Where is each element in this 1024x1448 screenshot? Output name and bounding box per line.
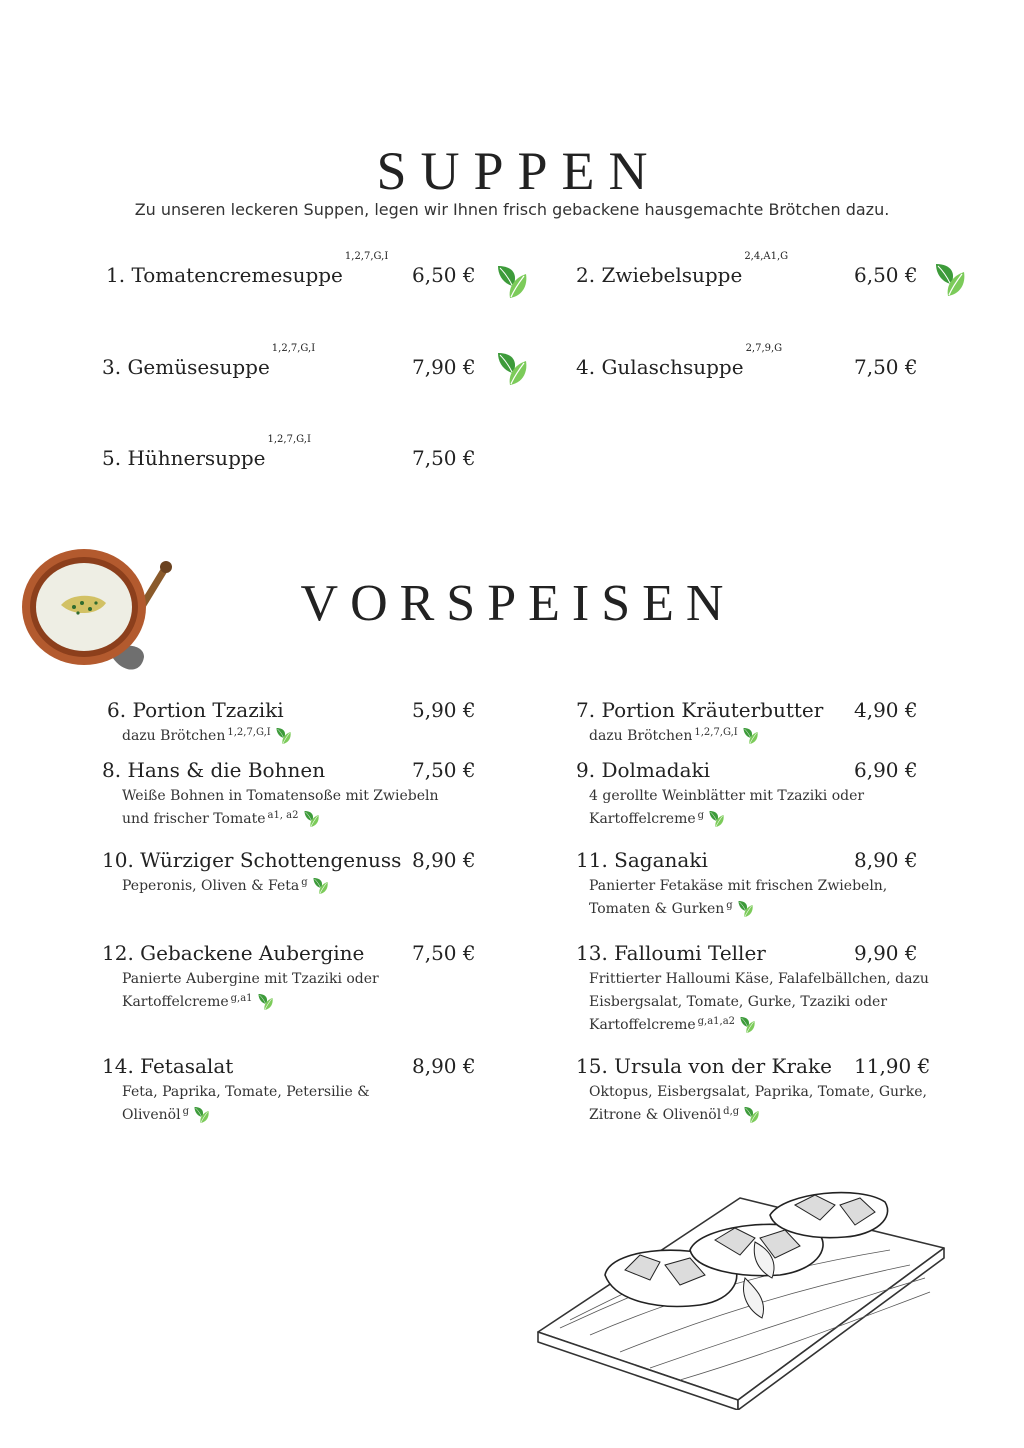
menu-item-name: 12. Gebackene Aubergine [102,941,365,965]
menu-item-description: Peperonis, Oliven & Feta $^g$ [122,875,462,898]
vegetarian-leaf-icon [496,351,530,387]
vegetarian-leaf-icon [312,877,330,895]
bruschetta-board-illustration [530,1180,950,1410]
menu-item-description: Oktopus, Eisbergsalat, Paprika, Tomate, Gurke, Zitrone & Olivenöl $^{d,g}$ [589,1084,927,1123]
menu-item-name: 13. Falloumi Teller [576,941,766,965]
menu-item-description: 4 gerollte Weinblätter mit Tzaziki oder Kartoffelcreme $^g$ [589,788,865,827]
menu-item-price: 7,50 € [854,355,918,379]
vegetarian-leaf-icon [496,264,530,300]
menu-item-price: 7,50 € [412,941,476,965]
vegetarian-leaf-icon [708,810,726,828]
menu-item-name: 11. Saganaki [576,848,708,872]
vegetarian-leaf-icon [742,727,760,745]
menu-item-name: 14. Fetasalat [102,1054,234,1078]
menu-item-name: 3. Gemüsesuppe$^{1,2,7,G,I}$ [102,343,316,379]
menu-item-name: 4. Gulaschsuppe$^{2,7,9,G}$ [576,343,783,379]
menu-item-description: dazu Brötchen $^{1,2,7,G,I}$ [589,725,929,748]
vegetarian-leaf-icon [743,1106,761,1124]
menu-item-description: dazu Brötchen $^{1,2,7,G,I}$ [122,725,462,748]
vegetarian-leaf-icon [303,810,321,828]
menu-item-price: 4,90 € [854,698,918,722]
vegetarian-leaf-icon [739,1016,757,1034]
menu-item-price: 8,90 € [854,848,918,872]
vegetarian-leaf-icon [275,727,293,745]
section-title-suppen: SUPPEN [376,141,662,201]
menu-item-price: 6,50 € [854,263,918,287]
menu-item-price: 7,50 € [412,758,476,782]
vegetarian-leaf-icon [193,1106,211,1124]
menu-item-price: 9,90 € [854,941,918,965]
menu-item-price: 8,90 € [412,1054,476,1078]
menu-item-price: 6,50 € [412,263,476,287]
menu-item-price: 11,90 € [854,1054,931,1078]
menu-item-description: Panierte Aubergine mit Tzaziki oder Kartoffelcreme $^{g,a1}$ [122,971,379,1010]
menu-item-name: 10. Würziger Schottengenuss [102,848,402,872]
menu-item-price: 8,90 € [412,848,476,872]
menu-item-price: 6,90 € [854,758,918,782]
menu-item-name: 6. Portion Tzaziki [107,698,284,722]
menu-item-name: 1. Tomatencremesuppe$^{1,2,7,G,I}$ [106,251,389,287]
menu-item-name: 2. Zwiebelsuppe$^{2,4,A1,G}$ [576,251,789,287]
menu-item-name: 5. Hühnersuppe$^{1,2,7,G,I}$ [102,434,311,470]
menu-item-price: 7,50 € [412,446,476,470]
menu-item-price: 7,90 € [412,355,476,379]
vegetarian-leaf-icon [737,900,755,918]
suppen-subtitle: Zu unseren leckeren Suppen, legen wir Ihnen frisch gebackene hausgemachte Brötchen dazu. [134,200,890,219]
menu-item-name: 8. Hans & die Bohnen [102,758,326,782]
menu-item-name: 15. Ursula von der Krake [576,1054,832,1078]
menu-item-name: 9. Dolmadaki [576,758,711,782]
menu-item-description: Panierter Fetakäse mit frischen Zwiebeln, Tomaten & Gurken $^g$ [589,878,888,917]
menu-item-price: 5,90 € [412,698,476,722]
vegetarian-leaf-icon [257,993,275,1011]
menu-item-name: 7. Portion Kräuterbutter [576,698,824,722]
menu-item-description: Weiße Bohnen in Tomatensoße mit Zwiebeln und frischer Tomate $^{a1, a2}$ [122,788,439,827]
menu-item-description: Feta, Paprika, Tomate, Petersilie & Olivenöl $^g$ [122,1084,370,1123]
section-title-vorspeisen: VORSPEISEN [300,575,736,632]
vegetarian-leaf-icon [934,262,968,298]
menu-item-description: Frittierter Halloumi Käse, Falafelbällchen, dazu Eisbergsalat, Tomate, Gurke, Tzaziki oder Kartoffelcreme $^{g,a1,a2}$ [589,971,929,1033]
